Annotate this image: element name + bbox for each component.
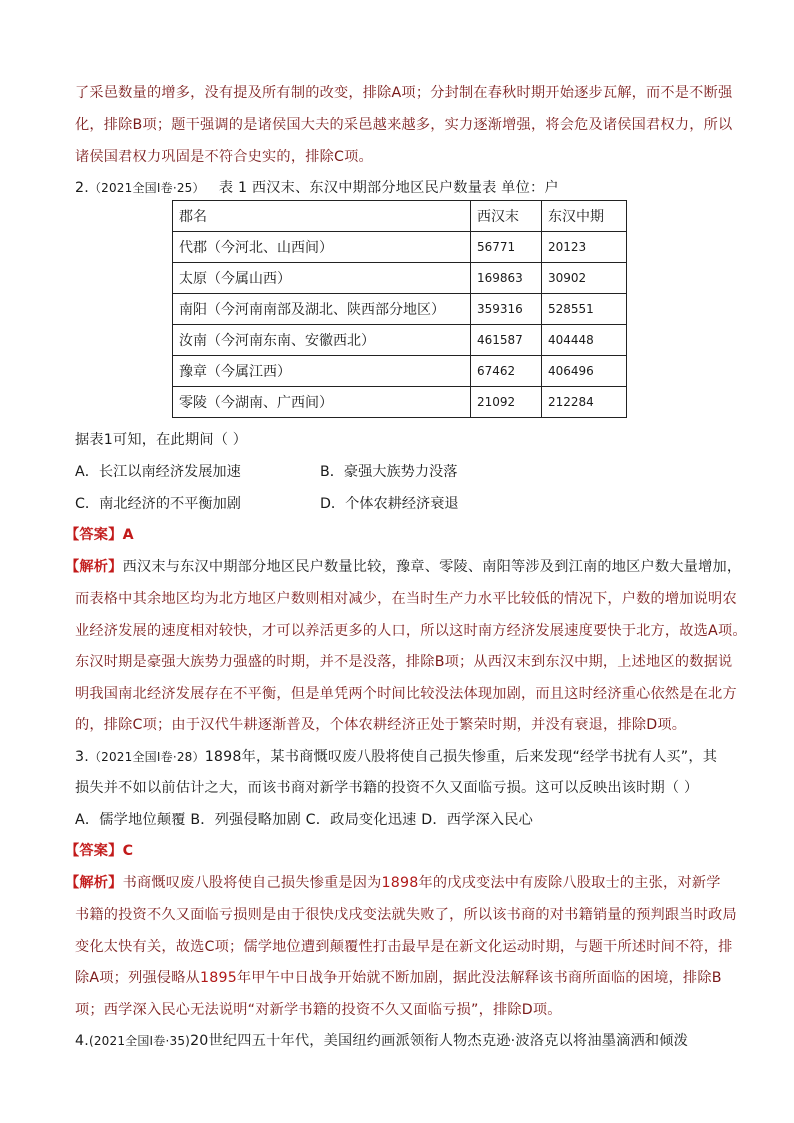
q3-stem-line-2: 损失并不如以前估计之大，而该书商对新学书籍的投资不久又面临亏损。这可以反映出该时期（ ） — [75, 780, 699, 796]
header-eastern-han: 东汉中期 — [542, 201, 627, 232]
q4-stem-line-1 — [75, 1031, 688, 1051]
q2-analysis-label: 【解析】 — [65, 559, 123, 575]
q2-analysis-line-3: 业经济发展的速度相对较快，才可以养活更多的人口，所以这时南方经济发展速度要快于北方，故选A项。 — [75, 623, 747, 639]
carryover-line-1: 了采邑数量的增多，没有提及所有制的改变，排除A项；分封制在春秋时期开始逐步瓦解，而不是不断强 — [75, 85, 733, 101]
q2-analysis-line-2: 而表格中其余地区均为北方地区户数则相对减少，在当时生产力水平比较低的情况下，户数的增加说明农 — [75, 591, 737, 607]
q2-option-a: A．长江以南经济发展加速 — [75, 464, 241, 480]
cell-western-han: 461587 — [471, 325, 542, 356]
table-row — [173, 387, 627, 418]
q2-stem: 据表1可知，在此期间（ ） — [75, 432, 248, 448]
q2-answer-value: A — [122, 527, 134, 543]
cell-prefecture: 豫章（今属江西） — [173, 356, 471, 387]
q4-number: 4. — [75, 1033, 89, 1049]
header-prefecture: 郡名 — [173, 201, 471, 232]
q2-source: （2021全国Ⅰ卷·25） — [88, 181, 205, 195]
cell-prefecture: 太原（今属山西） — [173, 263, 471, 294]
q4-source: (2021全国Ⅰ卷·35) — [88, 1034, 191, 1048]
cell-prefecture: 汝南（今河南东南、安徽西北） — [173, 325, 471, 356]
q3-options: A．儒学地位颠覆 B．列强侵略加剧 C．政局变化迅速 D．西学深入民心 — [75, 812, 534, 828]
carryover-line-3: 诸侯国君权力巩固是不符合史实的，排除C项。 — [75, 149, 373, 165]
q2-analysis-line-6: 的，排除C项；由于汉代牛耕逐渐普及，个体农耕经济正处于繁荣时期，并没有衰退，排除D项。 — [75, 717, 687, 733]
q3-analysis-text: 年的戊戌变法中有废除八股取士的主张，对新学 — [418, 875, 721, 891]
q3-analysis-line-4 — [75, 968, 722, 988]
q3-analysis-text: 除A项；列强侵略从 — [75, 970, 201, 986]
cell-eastern-han: 404448 — [542, 325, 627, 356]
table-header-row — [173, 201, 627, 232]
cell-eastern-han: 20123 — [542, 232, 627, 263]
cell-western-han: 21092 — [471, 387, 542, 418]
q4-stem-text: 20世纪四五十年代，美国纽约画派领衔人物杰克逊·波洛克以将油墨滴洒和倾泼 — [190, 1033, 689, 1049]
q2-answer — [65, 525, 134, 545]
table-row — [173, 232, 627, 263]
carryover-line-2: 化，排除B项；题干强调的是诸侯国大夫的采邑越来越多，实力逐渐增强，将会危及诸侯国君权力，所以 — [75, 117, 733, 133]
q3-analysis-line-2: 书籍的投资不久又面临亏损则是由于很快戊戌变法就失败了，所以该书商的对书籍销量的预判跟当时政局 — [75, 907, 737, 923]
q3-year-1898: 1898 — [381, 875, 419, 891]
q3-analysis-text: 书商慨叹废八股将使自己损失惨重是因为 — [122, 875, 382, 891]
q2-heading — [75, 178, 559, 198]
q3-stem-text: 1898年，某书商慨叹废八股将使自己损失惨重，后来发现“经学书扰有人买”，其 — [204, 749, 718, 765]
header-western-han: 西汉末 — [471, 201, 542, 232]
q2-answer-label: 【答案】 — [65, 527, 123, 543]
table-row — [173, 356, 627, 387]
cell-eastern-han: 212284 — [542, 387, 627, 418]
cell-western-han: 169863 — [471, 263, 542, 294]
cell-prefecture: 南阳（今河南南部及湖北、陕西部分地区） — [173, 294, 471, 325]
q3-analysis-line-1 — [65, 873, 721, 893]
cell-eastern-han: 406496 — [542, 356, 627, 387]
cell-western-han: 67462 — [471, 356, 542, 387]
cell-eastern-han: 30902 — [542, 263, 627, 294]
household-table — [172, 200, 627, 418]
cell-eastern-han: 528551 — [542, 294, 627, 325]
q3-analysis-line-5: 项；西学深入民心无法说明“对新学书籍的投资不久又面临亏损”，排除D项。 — [75, 1002, 562, 1018]
q3-year-1895: 1895 — [200, 970, 237, 986]
q2-analysis-text: 西汉末与东汉中期部分地区民户数量比较，豫章、零陵、南阳等涉及到江南的地区户数大量增加， — [122, 559, 742, 575]
cell-western-han: 359316 — [471, 294, 542, 325]
cell-western-han: 56771 — [471, 232, 542, 263]
q2-number: 2. — [75, 180, 89, 196]
q2-analysis-line-5: 明我国南北经济发展存在不平衡，但是单凭两个时间比较没法体现加剧，而且这时经济重心依然是在北方 — [75, 686, 737, 702]
cell-prefecture: 零陵（今湖南、广西间） — [173, 387, 471, 418]
q3-stem-line-1 — [75, 747, 717, 767]
cell-prefecture: 代郡（今河北、山西间） — [173, 232, 471, 263]
q3-analysis-label: 【解析】 — [65, 875, 123, 891]
table-row — [173, 263, 627, 294]
q3-number: 3. — [75, 749, 89, 765]
q2-option-c: C．南北经济的不平衡加剧 — [75, 496, 241, 512]
q2-analysis-line-1 — [65, 557, 741, 577]
table-row — [173, 325, 627, 356]
table-row — [173, 294, 627, 325]
q2-table-caption: 表 1 西汉末、东汉中期部分地区民户数量表 单位：户 — [218, 180, 559, 196]
q3-analysis-text: 年甲午中日战争开始就不断加剧，据此没法解释该书商所面临的困境，排除B — [236, 970, 722, 986]
q3-answer-value: C — [122, 843, 134, 859]
q3-answer-label: 【答案】 — [65, 843, 123, 859]
q3-source: （2021全国Ⅰ卷·28） — [88, 750, 205, 764]
q3-analysis-line-3: 变化太快有关，故选C项；儒学地位遭到颠覆性打击最早是在新文化运动时期，与题干所述时间不符，排 — [75, 939, 733, 955]
q2-option-b: B．豪强大族势力没落 — [320, 464, 458, 480]
q3-answer — [65, 841, 133, 861]
q2-analysis-line-4: 东汉时期是豪强大族势力强盛的时期，并不是没落，排除B项；从西汉末到东汉中期，上述地区的数据说 — [75, 654, 733, 670]
q2-option-d: D．个体农耕经济衰退 — [320, 496, 459, 512]
